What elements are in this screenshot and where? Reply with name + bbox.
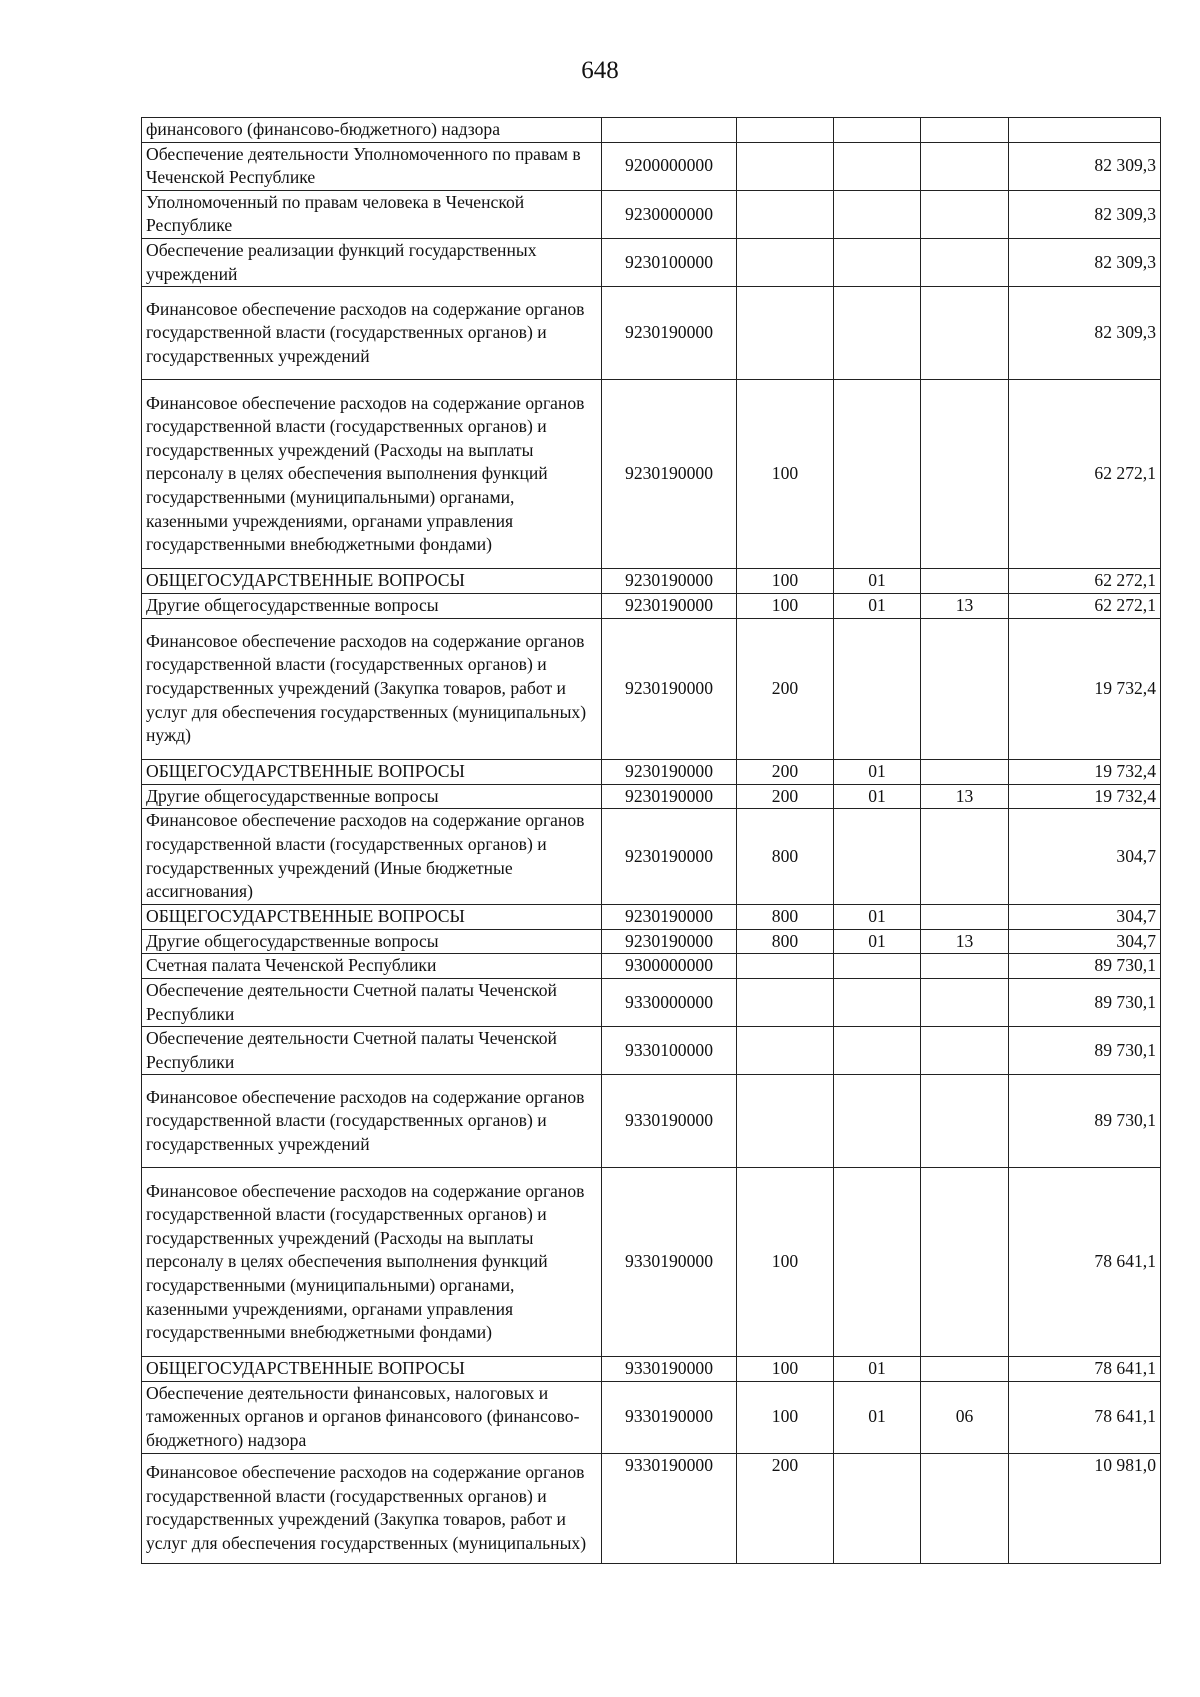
cell-section bbox=[834, 1027, 921, 1075]
cell-subsection bbox=[921, 759, 1009, 784]
page-number: 648 bbox=[581, 57, 619, 84]
cell-expense-type: 800 bbox=[737, 809, 834, 904]
cell-amount: 89 730,1 bbox=[1009, 1027, 1161, 1075]
table-row bbox=[142, 1381, 1161, 1453]
cell-amount: 89 730,1 bbox=[1009, 1075, 1161, 1168]
cell-subsection bbox=[921, 238, 1009, 286]
table-body bbox=[142, 118, 1161, 1564]
table-row bbox=[142, 784, 1161, 809]
table-row bbox=[142, 142, 1161, 190]
table-row bbox=[142, 978, 1161, 1026]
cell-code: 9230190000 bbox=[602, 809, 737, 904]
table-row bbox=[142, 1027, 1161, 1075]
cell-expense-type: 200 bbox=[737, 759, 834, 784]
cell-amount: 304,7 bbox=[1009, 904, 1161, 929]
cell-name: Финансовое обеспечение расходов на содержание органов государственной власти (государственных органов) и государственных учреждений bbox=[142, 1075, 602, 1168]
cell-section bbox=[834, 380, 921, 569]
cell-name: Уполномоченный по правам человека в Чеченской Республике bbox=[142, 190, 602, 238]
table-row bbox=[142, 594, 1161, 619]
cell-expense-type: 800 bbox=[737, 904, 834, 929]
cell-amount: 78 641,1 bbox=[1009, 1381, 1161, 1453]
cell-subsection bbox=[921, 1357, 1009, 1382]
table-row bbox=[142, 1168, 1161, 1357]
cell-name: Финансовое обеспечение расходов на содержание органов государственной власти (государственных органов) и государственных учреждений (Закупка товаров, работ и услуг для обеспечения государственных (муниципальных) bbox=[142, 1453, 602, 1563]
cell-name: Обеспечение деятельности Счетной палаты Чеченской Республики bbox=[142, 1027, 602, 1075]
cell-code bbox=[602, 118, 737, 143]
cell-amount: 78 641,1 bbox=[1009, 1357, 1161, 1382]
cell-code: 9230190000 bbox=[602, 569, 737, 594]
cell-amount: 89 730,1 bbox=[1009, 978, 1161, 1026]
cell-subsection bbox=[921, 142, 1009, 190]
table-row bbox=[142, 809, 1161, 904]
cell-name: финансового (финансово-бюджетного) надзора bbox=[142, 118, 602, 143]
cell-subsection bbox=[921, 618, 1009, 759]
cell-subsection bbox=[921, 809, 1009, 904]
table-row bbox=[142, 904, 1161, 929]
table-row bbox=[142, 759, 1161, 784]
cell-subsection bbox=[921, 1027, 1009, 1075]
cell-name: Финансовое обеспечение расходов на содержание органов государственной власти (государственных органов) и государственных учреждений (Расходы на выплаты персоналу в целях обеспечения выполнения функций государственными (муниципальными) органами, казенными учреждениями, органами управления государственными внебюджетными фондами) bbox=[142, 1168, 602, 1357]
cell-amount: 62 272,1 bbox=[1009, 380, 1161, 569]
cell-subsection: 13 bbox=[921, 929, 1009, 954]
cell-code: 9330100000 bbox=[602, 1027, 737, 1075]
cell-code: 9230190000 bbox=[602, 594, 737, 619]
cell-amount: 82 309,3 bbox=[1009, 142, 1161, 190]
cell-code: 9230190000 bbox=[602, 618, 737, 759]
cell-subsection bbox=[921, 904, 1009, 929]
cell-section: 01 bbox=[834, 1381, 921, 1453]
cell-expense-type: 800 bbox=[737, 929, 834, 954]
cell-name: Финансовое обеспечение расходов на содержание органов государственной власти (государственных органов) и государственных учреждений (Расходы на выплаты персоналу в целях обеспечения выполнения функций государственными (муниципальными) органами, казенными учреждениями, органами управления государственными внебюджетными фондами) bbox=[142, 380, 602, 569]
cell-code: 9230100000 bbox=[602, 238, 737, 286]
cell-name: ОБЩЕГОСУДАРСТВЕННЫЕ ВОПРОСЫ bbox=[142, 759, 602, 784]
cell-expense-type: 100 bbox=[737, 569, 834, 594]
cell-section bbox=[834, 1168, 921, 1357]
cell-expense-type bbox=[737, 118, 834, 143]
cell-section bbox=[834, 142, 921, 190]
cell-name: Другие общегосударственные вопросы bbox=[142, 929, 602, 954]
cell-expense-type: 200 bbox=[737, 618, 834, 759]
cell-section: 01 bbox=[834, 1357, 921, 1382]
cell-subsection bbox=[921, 1075, 1009, 1168]
cell-amount: 62 272,1 bbox=[1009, 569, 1161, 594]
cell-expense-type: 100 bbox=[737, 1168, 834, 1357]
cell-section: 01 bbox=[834, 929, 921, 954]
cell-code: 9200000000 bbox=[602, 142, 737, 190]
cell-name: Обеспечение деятельности финансовых, налоговых и таможенных органов и органов финансового (финансово-бюджетного) надзора bbox=[142, 1381, 602, 1453]
cell-amount: 78 641,1 bbox=[1009, 1168, 1161, 1357]
cell-section bbox=[834, 954, 921, 979]
cell-section: 01 bbox=[834, 784, 921, 809]
table-row bbox=[142, 190, 1161, 238]
cell-section: 01 bbox=[834, 904, 921, 929]
cell-expense-type bbox=[737, 1075, 834, 1168]
table-row bbox=[142, 287, 1161, 380]
cell-amount: 10 981,0 bbox=[1009, 1453, 1161, 1563]
cell-subsection: 06 bbox=[921, 1381, 1009, 1453]
cell-name: Счетная палата Чеченской Республики bbox=[142, 954, 602, 979]
cell-subsection bbox=[921, 380, 1009, 569]
cell-amount: 304,7 bbox=[1009, 929, 1161, 954]
cell-expense-type: 100 bbox=[737, 1357, 834, 1382]
cell-expense-type bbox=[737, 954, 834, 979]
cell-expense-type: 100 bbox=[737, 594, 834, 619]
cell-amount: 89 730,1 bbox=[1009, 954, 1161, 979]
cell-code: 9330190000 bbox=[602, 1453, 737, 1563]
cell-code: 9330190000 bbox=[602, 1075, 737, 1168]
cell-name: ОБЩЕГОСУДАРСТВЕННЫЕ ВОПРОСЫ bbox=[142, 569, 602, 594]
cell-amount: 19 732,4 bbox=[1009, 618, 1161, 759]
cell-name: ОБЩЕГОСУДАРСТВЕННЫЕ ВОПРОСЫ bbox=[142, 1357, 602, 1382]
cell-code: 9330190000 bbox=[602, 1357, 737, 1382]
cell-expense-type: 200 bbox=[737, 1453, 834, 1563]
cell-code: 9230000000 bbox=[602, 190, 737, 238]
cell-name: Финансовое обеспечение расходов на содержание органов государственной власти (государственных органов) и государственных учреждений bbox=[142, 287, 602, 380]
table-row bbox=[142, 380, 1161, 569]
cell-subsection: 13 bbox=[921, 784, 1009, 809]
cell-code: 9330000000 bbox=[602, 978, 737, 1026]
table-row bbox=[142, 1075, 1161, 1168]
cell-section bbox=[834, 118, 921, 143]
cell-expense-type bbox=[737, 190, 834, 238]
cell-code: 9230190000 bbox=[602, 759, 737, 784]
cell-subsection: 13 bbox=[921, 594, 1009, 619]
cell-code: 9230190000 bbox=[602, 784, 737, 809]
cell-subsection bbox=[921, 118, 1009, 143]
cell-amount bbox=[1009, 118, 1161, 143]
cell-section bbox=[834, 978, 921, 1026]
cell-subsection bbox=[921, 190, 1009, 238]
cell-expense-type bbox=[737, 1027, 834, 1075]
cell-code: 9230190000 bbox=[602, 380, 737, 569]
cell-amount: 82 309,3 bbox=[1009, 238, 1161, 286]
cell-expense-type: 100 bbox=[737, 380, 834, 569]
budget-table bbox=[141, 117, 1161, 1564]
cell-expense-type bbox=[737, 287, 834, 380]
cell-name: Другие общегосударственные вопросы bbox=[142, 784, 602, 809]
cell-code: 9300000000 bbox=[602, 954, 737, 979]
cell-section bbox=[834, 618, 921, 759]
cell-name: Другие общегосударственные вопросы bbox=[142, 594, 602, 619]
cell-amount: 19 732,4 bbox=[1009, 759, 1161, 784]
cell-expense-type bbox=[737, 238, 834, 286]
cell-name: ОБЩЕГОСУДАРСТВЕННЫЕ ВОПРОСЫ bbox=[142, 904, 602, 929]
cell-name: Обеспечение деятельности Уполномоченного по правам в Чеченской Республике bbox=[142, 142, 602, 190]
cell-section: 01 bbox=[834, 594, 921, 619]
cell-amount: 62 272,1 bbox=[1009, 594, 1161, 619]
cell-subsection bbox=[921, 1168, 1009, 1357]
cell-expense-type bbox=[737, 978, 834, 1026]
table-row bbox=[142, 1453, 1161, 1563]
cell-code: 9230190000 bbox=[602, 287, 737, 380]
table-row bbox=[142, 954, 1161, 979]
cell-name: Обеспечение реализации функций государственных учреждений bbox=[142, 238, 602, 286]
cell-amount: 82 309,3 bbox=[1009, 190, 1161, 238]
cell-subsection bbox=[921, 287, 1009, 380]
table-row bbox=[142, 238, 1161, 286]
cell-expense-type bbox=[737, 142, 834, 190]
cell-expense-type: 100 bbox=[737, 1381, 834, 1453]
cell-amount: 82 309,3 bbox=[1009, 287, 1161, 380]
cell-code: 9330190000 bbox=[602, 1381, 737, 1453]
cell-section bbox=[834, 190, 921, 238]
cell-section bbox=[834, 287, 921, 380]
table-row bbox=[142, 569, 1161, 594]
cell-name: Обеспечение деятельности Счетной палаты Чеченской Республики bbox=[142, 978, 602, 1026]
cell-section bbox=[834, 238, 921, 286]
cell-subsection bbox=[921, 569, 1009, 594]
cell-amount: 19 732,4 bbox=[1009, 784, 1161, 809]
cell-code: 9330190000 bbox=[602, 1168, 737, 1357]
cell-expense-type: 200 bbox=[737, 784, 834, 809]
table-row bbox=[142, 1357, 1161, 1382]
cell-subsection bbox=[921, 1453, 1009, 1563]
cell-section bbox=[834, 1075, 921, 1168]
table-row bbox=[142, 929, 1161, 954]
cell-subsection bbox=[921, 978, 1009, 1026]
cell-amount: 304,7 bbox=[1009, 809, 1161, 904]
cell-section bbox=[834, 1453, 921, 1563]
cell-code: 9230190000 bbox=[602, 904, 737, 929]
cell-name: Финансовое обеспечение расходов на содержание органов государственной власти (государственных органов) и государственных учреждений (Иные бюджетные ассигнования) bbox=[142, 809, 602, 904]
table-row bbox=[142, 618, 1161, 759]
table-row bbox=[142, 118, 1161, 143]
cell-subsection bbox=[921, 954, 1009, 979]
cell-section: 01 bbox=[834, 759, 921, 784]
cell-code: 9230190000 bbox=[602, 929, 737, 954]
cell-section bbox=[834, 809, 921, 904]
cell-section: 01 bbox=[834, 569, 921, 594]
cell-name: Финансовое обеспечение расходов на содержание органов государственной власти (государственных органов) и государственных учреждений (Закупка товаров, работ и услуг для обеспечения государственных (муниципальных) нужд) bbox=[142, 618, 602, 759]
